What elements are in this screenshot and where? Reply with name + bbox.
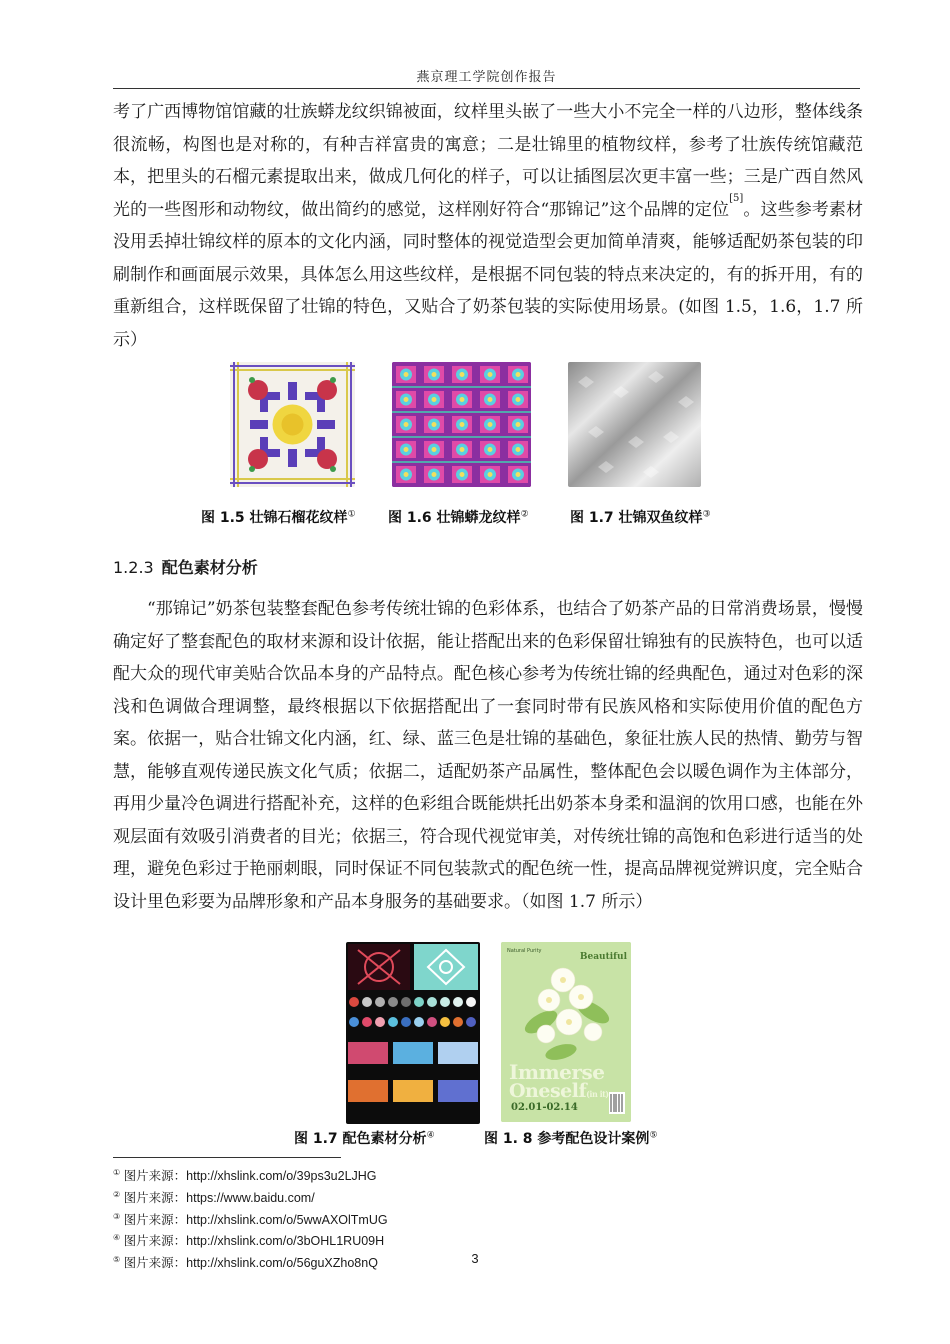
figure-pomegranate-pattern xyxy=(230,362,355,487)
body-paragraph-1 xyxy=(113,96,863,356)
body-paragraph-2: “那锦记”奶茶包装整套配色参考传统壮锦的色彩体系，也结合了奶茶产品的日常消费场景，慢慢确定好了整套配色的取材来源和设计依据，能让搭配出来的色彩保留壮锦独有的民族特色，也可以适配大众的现代审美贴合饮品本身的产品特点。配色核心参考为传统壮锦的经典配色，通过对色彩的深浅和色调做合理调整，最终根据以下依据搭配出了一套同时带有民族风格和实际使用价值的配色方案。依据一，贴合壮锦文化内涵，红、绿、蓝三色是壮锦的基础色，象征壮族人民的热情、勤劳与智慧，能够直观传递民族文化气质；依据二，适配奶茶产品属性，整体配色会以暖色调作为主体部分，再用少量冷色调进行搭配补充，这样的色彩组合既能烘托出奶茶本身柔和温润的饮用口感，也能在外观层面有效吸引消费者的目光；依据三，符合现代视觉审美，对传统壮锦的高饱和色彩进行适当的处理，避免色彩过于艳丽刺眼，同时保证不同包装款式的配色统一性，提高品牌视觉辨识度，完全贴合设计里色彩要为品牌形象和产品本身服务的基础要求。（如图 1.7 所示） xyxy=(113,599,863,912)
para1-text-a: 考了广西博物馆馆藏的壮族蟒龙纹织锦被面，纹样里头嵌了一些大小不完全一样的八边形，整体线条很流畅，构图也是对称的，有种吉祥富贵的寓意；二是壮锦里的植物纹样，参考了壮族传统馆藏范本，把里头的石榴元素提取出来，做成几何化的样子，可以让插图层次更丰富一些；三是广西自然风光的一些图形和动物纹，做出简约的感觉，这样刚好符合“那锦记”这个品牌的定位 xyxy=(113,102,863,220)
caption-fig-1-5: 图 1.5 壮锦石榴花纹样① xyxy=(201,509,356,526)
caption-fig-1-6: 图 1.6 壮锦蟒龙纹样② xyxy=(388,509,529,526)
color-swatch xyxy=(362,997,372,1007)
color-swatch xyxy=(453,997,463,1007)
caption-fig-1-7-color: 图 1.7 配色素材分析④ xyxy=(294,1130,435,1147)
color-analysis-image xyxy=(346,942,480,1124)
poster-beautiful: Beautiful xyxy=(579,952,627,962)
poster-tagline: Natural Purity xyxy=(507,948,542,954)
color-swatch xyxy=(401,1017,411,1027)
figure-reference-poster xyxy=(501,942,631,1122)
figure-dragon-pattern xyxy=(392,362,531,487)
figure-double-fish-pattern xyxy=(568,362,701,487)
header-rule xyxy=(113,88,860,89)
color-swatch xyxy=(349,997,359,1007)
footnote-2: ② 图片来源：https://www.baidu.com/ xyxy=(113,1189,315,1205)
color-swatch xyxy=(375,1017,385,1027)
color-swatch xyxy=(362,1017,372,1027)
color-swatch xyxy=(466,1017,476,1027)
pomegranate-pattern-image xyxy=(230,362,355,487)
footnote-5: ⑤ 图片来源：http://xhslink.com/o/56guXZho8nQ xyxy=(113,1255,378,1271)
color-swatch xyxy=(427,997,437,1007)
dragon-pattern-image xyxy=(392,362,531,487)
figure-color-analysis xyxy=(346,942,480,1124)
poster-big-text-2: Oneself(in it) xyxy=(509,1080,609,1102)
color-swatch xyxy=(388,1017,398,1027)
color-swatch xyxy=(453,1017,463,1027)
color-swatch xyxy=(414,997,424,1007)
color-swatch xyxy=(401,997,411,1007)
footnote-1: ① 图片来源：http://xhslink.com/o/39ps3u2LJHG xyxy=(113,1168,377,1184)
color-swatch xyxy=(388,997,398,1007)
color-swatch xyxy=(440,1017,450,1027)
color-swatch xyxy=(375,997,385,1007)
caption-fig-1-7: 图 1.7 壮锦双鱼纹样③ xyxy=(570,509,711,526)
color-swatch xyxy=(414,1017,424,1027)
citation-5: [5] xyxy=(729,192,744,204)
color-swatch xyxy=(440,997,450,1007)
footnote-4: ④ 图片来源：http://xhslink.com/o/3bOHL1RU09H xyxy=(113,1233,385,1249)
page-number: 3 xyxy=(471,1251,479,1266)
poster-big-text-1: Immerse xyxy=(509,1060,605,1084)
color-swatch xyxy=(427,1017,437,1027)
color-swatch xyxy=(466,997,476,1007)
page-header: 燕京理工学院创作报告 xyxy=(416,70,557,85)
poster-date: 02.01-02.14 xyxy=(511,1102,578,1113)
section-heading: 1.2.3 配色素材分析 xyxy=(113,558,258,577)
caption-fig-1-8: 图 1. 8 参考配色设计案例⑤ xyxy=(484,1130,658,1147)
double-fish-pattern-image xyxy=(568,362,701,487)
footnote-rule xyxy=(113,1157,341,1158)
para1-text-b: 。这些参考素材没用丢掉壮锦纹样的原本的文化内涵，同时整体的视觉造型会更加简单清爽，能够适配奶茶包装的印刷制作和画面展示效果，具体怎么用这些纹样，是根据不同包装的特点来决定的，有的拆开用，有的重新组合，这样既保留了壮锦的特色，又贴合了奶茶包装的实际使用场景。(如图 1.5，1.6，1.7 所示） xyxy=(113,199,864,350)
footnote-3: ③ 图片来源：http://xhslink.com/o/5wwAXOlTmUG xyxy=(113,1211,388,1227)
color-swatch xyxy=(349,1017,359,1027)
